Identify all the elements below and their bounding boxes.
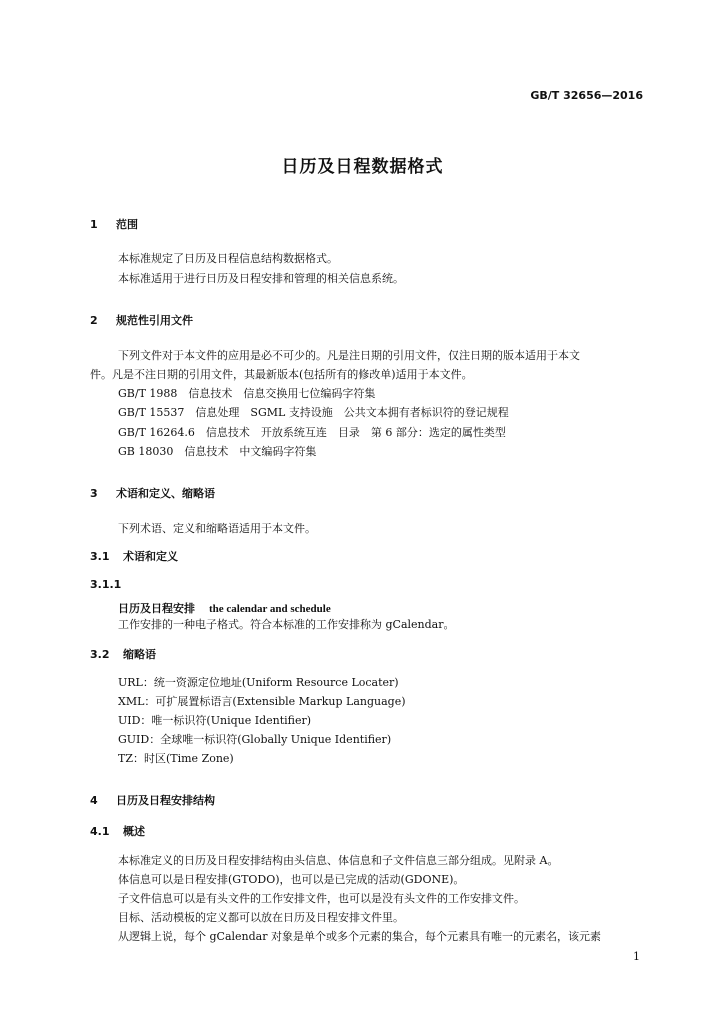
section-4-heading [90, 792, 215, 808]
term-name-en: the calendar and schedule [209, 603, 331, 615]
document-title: 日历及日程数据格式 [281, 157, 444, 177]
section-number: 3.2 [90, 648, 110, 661]
abbreviation-item: TZ：时区(Time Zone) [118, 752, 234, 765]
paragraph: 体信息可以是日程安排(GTODO)，也可以是已完成的活动(GDONE)。 [118, 873, 465, 886]
section-title: 概述 [123, 825, 145, 838]
section-title: 术语和定义、缩略语 [116, 487, 215, 500]
paragraph: 本标准适用于进行日历及日程安排和管理的相关信息系统。 [118, 272, 404, 285]
section-number: 4.1 [90, 825, 110, 838]
page-number: 1 [633, 950, 640, 963]
term-definition: 工作安排的一种电子格式。符合本标准的工作安排称为 gCalendar。 [118, 618, 455, 631]
paragraph-continuation: 件。凡是不注日期的引用文件，其最新版本(包括所有的修改单)适用于本文件。 [90, 368, 473, 381]
term-name-cn: 日历及日程安排 [118, 602, 195, 615]
section-1-heading [90, 216, 138, 232]
section-title: 缩略语 [123, 648, 156, 661]
paragraph: 下列术语、定义和缩略语适用于本文件。 [118, 522, 316, 535]
section-number: 3.1 [90, 550, 110, 563]
term-entry [118, 597, 331, 616]
subsection-4-1-heading [90, 823, 145, 839]
paragraph: 下列文件对于本文件的应用是必不可少的。凡是注日期的引用文件，仅注日期的版本适用于本文 [118, 349, 580, 362]
abbreviation-item: UID：唯一标识符(Unique Identifier) [118, 714, 312, 727]
term-number: 3.1.1 [90, 578, 122, 591]
reference-item: GB/T 1988 信息技术 信息交换用七位编码字符集 [118, 387, 376, 400]
section-title: 日历及日程安排结构 [116, 794, 215, 807]
section-3-heading [90, 485, 215, 501]
abbreviation-item: XML：可扩展置标语言(Extensible Markup Language) [118, 695, 406, 708]
reference-item: GB/T 16264.6 信息技术 开放系统互连 目录 第 6 部分：选定的属性类型 [118, 426, 506, 439]
paragraph: 本标准定义的日历及日程安排结构由头信息、体信息和子文件信息三部分组成。见附录 A。 [118, 854, 559, 867]
paragraph: 从逻辑上说，每个 gCalendar 对象是单个或多个元素的集合，每个元素具有唯一的元素名，该元素 [118, 930, 601, 943]
subsection-3-2-heading [90, 646, 156, 662]
abbreviation-item: URL：统一资源定位地址(Uniform Resource Locater) [118, 676, 399, 689]
paragraph: 目标、活动模板的定义都可以放在日历及日程安排文件里。 [118, 911, 404, 924]
section-title: 范围 [116, 218, 138, 231]
section-number: 4 [90, 794, 98, 807]
standard-number: GB/T 32656—2016 [530, 89, 643, 102]
section-2-heading [90, 312, 193, 328]
paragraph: 子文件信息可以是有头文件的工作安排文件，也可以是没有头文件的工作安排文件。 [118, 892, 525, 905]
subsection-3-1-heading [90, 548, 178, 564]
abbreviation-item: GUID：全球唯一标识符(Globally Unique Identifier) [118, 733, 392, 746]
section-title: 规范性引用文件 [116, 314, 193, 327]
section-number: 2 [90, 314, 98, 327]
section-title: 术语和定义 [123, 550, 178, 563]
reference-item: GB/T 15537 信息处理 SGML 支持设施 公共文本拥有者标识符的登记规程 [118, 406, 509, 419]
section-number: 3 [90, 487, 98, 500]
section-number: 1 [90, 218, 98, 231]
reference-item: GB 18030 信息技术 中文编码字符集 [118, 445, 317, 458]
paragraph: 本标准规定了日历及日程信息结构数据格式。 [118, 252, 338, 265]
